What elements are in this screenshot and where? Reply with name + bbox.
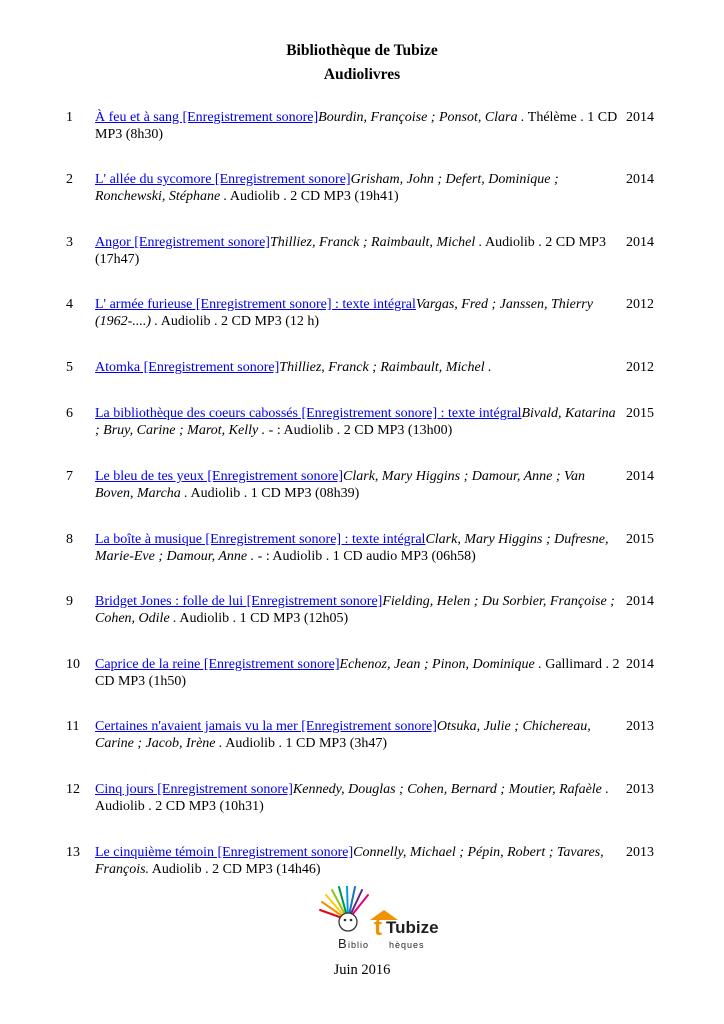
entry-number: 9 [66,594,73,609]
entry-authors: Clark, Mary Higgins ; Damour, Anne ; Van Boven, Marcha . [95,469,586,501]
svg-text:t: t [374,914,382,941]
entry-publisher: Audiolib . 2 CD MP3 (10h31) [95,799,264,814]
entry-year: 2015 [626,406,654,421]
entry-authors: Vargas, Fred ; Janssen, Thierry (1962-....) . [95,297,593,329]
entry-year: 2014 [626,469,654,484]
entry-year: 2014 [626,110,654,125]
entry-title-link[interactable]: La bibliothèque des coeurs cabossés [Enregistrement sonore] : texte intégral [95,406,522,421]
entry-title-link[interactable]: L' armée furieuse [Enregistrement sonore] : texte intégral [95,297,416,312]
entry-publisher: Gallimard . 2 CD MP3 (1h50) [95,657,620,689]
entry-authors: Connelly, Michael ; Pépin, Robert ; Tavares, François. [95,845,604,877]
entry-text [95,593,620,627]
bibliotheques-tubize-logo [312,886,442,954]
entry-title-link[interactable]: Le bleu de tes yeux [Enregistrement sonore] [95,469,344,484]
entry-authors: Fielding, Helen ; Du Sorbier, Françoise ; Cohen, Odile . [95,594,615,626]
entry-title-link[interactable]: Le cinquième témoin [Enregistrement sonore] [95,845,354,860]
entry-title-link[interactable]: Caprice de la reine [Enregistrement sonore] [95,657,340,672]
entry-text [95,405,620,439]
entry-year: 2014 [626,235,654,250]
entry-publisher: Audiolib . 2 CD MP3 (14h46) [149,862,321,877]
entry-text [95,468,620,502]
entry-title-link[interactable]: Bridget Jones : folle de lui [Enregistrement sonore] [95,594,383,609]
entry-authors: Echenoz, Jean ; Pinon, Dominique . [339,657,542,672]
entry-number: 10 [66,657,80,672]
entry-publisher: Audiolib . 1 CD MP3 (12h05) [176,611,349,626]
entry-title-link[interactable]: Cinq jours [Enregistrement sonore] [95,782,293,797]
entry-number: 2 [66,172,73,187]
library-name: Bibliothèque de Tubize [286,42,438,59]
entry-number: 12 [66,782,80,797]
entry-publisher: Audiolib . 2 CD MP3 (17h47) [95,235,606,267]
entry-text [95,234,620,268]
svg-text:hèques: hèques [389,940,425,950]
entry-authors: Kennedy, Douglas ; Cohen, Bernard ; Moutier, Rafaèle . [292,782,609,797]
entry-publisher: Thélème . 1 CD MP3 (8h30) [95,110,618,142]
entry-year: 2012 [626,360,654,375]
entry-text [95,109,620,143]
entry-text [95,844,620,878]
entry-publisher: : Audiolib . 2 CD MP3 (13h00) [273,423,453,438]
entry-authors: Otsuka, Julie ; Chichereau, Carine ; Jacob, Irène . [95,719,591,751]
entry-text [95,359,620,376]
svg-text:B: B [338,936,347,951]
entry-title-link[interactable]: Atomka [Enregistrement sonore] [95,360,280,375]
entry-number: 6 [66,406,73,421]
entry-publisher: : Audiolib . 1 CD audio MP3 (06h58) [262,549,476,564]
entry-year: 2013 [626,782,654,797]
logo-wordmark: Tubize [386,918,439,937]
entry-year: 2014 [626,172,654,187]
entry-title-link[interactable]: Certaines n'avaient jamais vu la mer [Enregistrement sonore] [95,719,437,734]
entry-year: 2015 [626,532,654,547]
entry-year: 2012 [626,297,654,312]
entry-number: 3 [66,235,73,250]
entry-authors: Thilliez, Franck ; Raimbault, Michel . [269,235,483,250]
entry-authors: Thilliez, Franck ; Raimbault, Michel . [279,360,492,375]
entry-publisher: Audiolib . 2 CD MP3 (12 h) [158,314,320,329]
svg-text:iblio: iblio [348,940,370,950]
entry-text [95,656,620,690]
entry-authors: Bivald, Katarina ; Bruy, Carine ; Marot, Kelly . - [95,406,616,438]
entry-title-link[interactable]: Angor [Enregistrement sonore] [95,235,270,250]
entry-publisher: Audiolib . 1 CD MP3 (08h39) [187,486,360,501]
entry-number: 7 [66,469,73,484]
publication-date: Juin 2016 [333,962,391,978]
entry-year: 2014 [626,594,654,609]
entry-publisher: Audiolib . 2 CD MP3 (19h41) [227,189,399,204]
entry-text [95,531,620,565]
entry-title-link[interactable]: À feu et à sang [Enregistrement sonore] [95,110,319,125]
document-title: Audiolivres [323,66,401,83]
entry-title-link[interactable]: L' allée du sycomore [Enregistrement sonore] [95,172,351,187]
entry-year: 2014 [626,657,654,672]
entry-text [95,781,620,815]
entry-text [95,171,620,205]
entry-number: 13 [66,845,80,860]
entry-publisher: Audiolib . 1 CD MP3 (3h47) [222,736,388,751]
entry-authors: Clark, Mary Higgins ; Dufresne, Marie-Eve ; Damour, Anne . - [95,532,609,564]
entry-title-link[interactable]: La boîte à musique [Enregistrement sonore] : texte intégral [95,532,426,547]
entry-text [95,296,620,330]
entry-authors: Bourdin, Françoise ; Ponsot, Clara . [318,110,525,125]
entry-authors: Grisham, John ; Defert, Dominique ; Ronchewski, Stéphane . [95,172,559,204]
entry-year: 2013 [626,719,654,734]
entry-number: 8 [66,532,73,547]
entry-number: 11 [66,719,80,734]
entry-year: 2013 [626,845,654,860]
entry-number: 4 [66,297,73,312]
entry-number: 1 [66,110,73,125]
entry-number: 5 [66,360,73,375]
entry-text [95,718,620,752]
